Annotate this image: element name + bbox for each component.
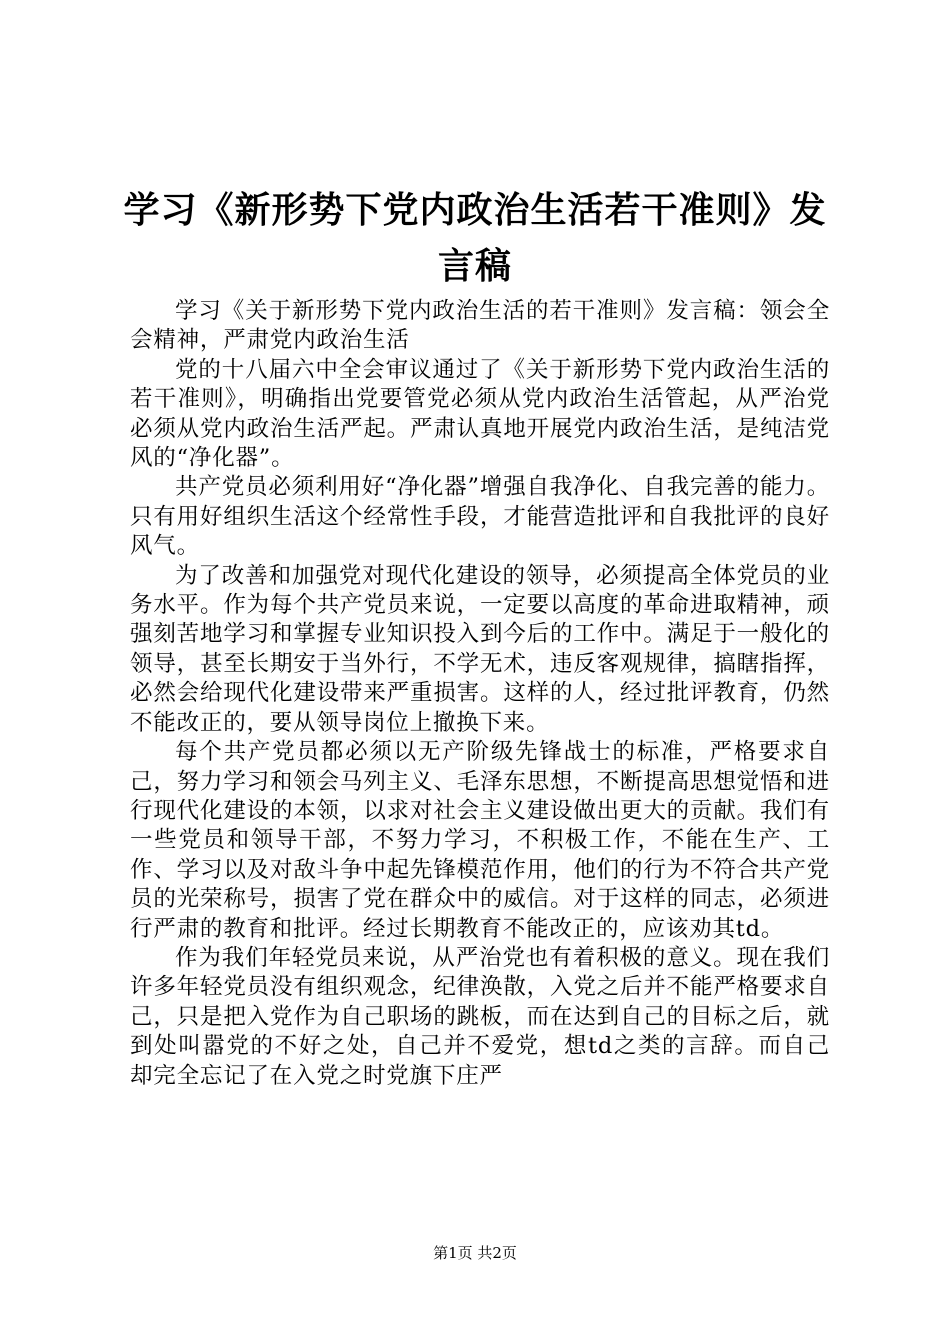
document-body [130,297,830,1091]
paragraph: 学习《关于新形势下党内政治生活的若干准则》发言稿：领会全会精神，严肃党内政治生活 [130,298,830,354]
paragraph: 为了改善和加强党对现代化建设的领导，必须提高全体党员的业务水平。作为每个共产党员来说，一定要以高度的革命进取精神，顽强刻苦地学习和掌握专业知识投入到今后的工作中。满足于一般化的领导，甚至长期安于当外行，不学无术，违反客观规律，搞瞎指挥，必然会给现代化建设带来严重损害。这样的人，经过批评教育，仍然不能改正的，要从领导岗位上撤换下来。 [130,562,830,736]
paragraph: 作为我们年轻党员来说，从严治党也有着积极的意义。现在我们许多年轻党员没有组织观念，纪律涣散，入党之后并不能严格要求自己，只是把入党作为自己职场的跳板，而在达到自己的目标之后，就到处叫嚣党的不好之处，自己并不爱党，想td之类的言辞。而自己却完全忘记了在入党之时党旗下庄严 [130,944,830,1089]
document-title: 学习《新形势下党内政治生活若干准则》发言稿 [123,189,827,288]
paragraph: 党的十八届六中全会审议通过了《关于新形势下党内政治生活的若干准则》，明确指出党要管党必须从党内政治生活管起，从严治党必须从党内政治生活严起。严肃认真地开展党内政治生活，是纯洁党风的“净化器”。 [130,356,830,472]
paragraph: 共产党员必须利用好“净化器”增强自我净化、自我完善的能力。只有用好组织生活这个经常性手段，才能营造批评和自我批评的良好风气。 [130,474,830,560]
page-footer: 第1页 共2页 [433,1244,517,1262]
paragraph: 每个共产党员都必须以无产阶级先锋战士的标准，严格要求自己，努力学习和领会马列主义、毛泽东思想，不断提高思想觉悟和进行现代化建设的本领，以求对社会主义建设做出更大的贡献。我们有一些党员和领导干部，不努力学习，不积极工作，不能在生产、工作、学习以及对敌斗争中起先锋模范作用，他们的行为不符合共产党员的光荣称号，损害了党在群众中的威信。对于这样的同志，必须进行严肃的教育和批评。经过长期教育不能改正的，应该劝其td。 [130,739,830,942]
